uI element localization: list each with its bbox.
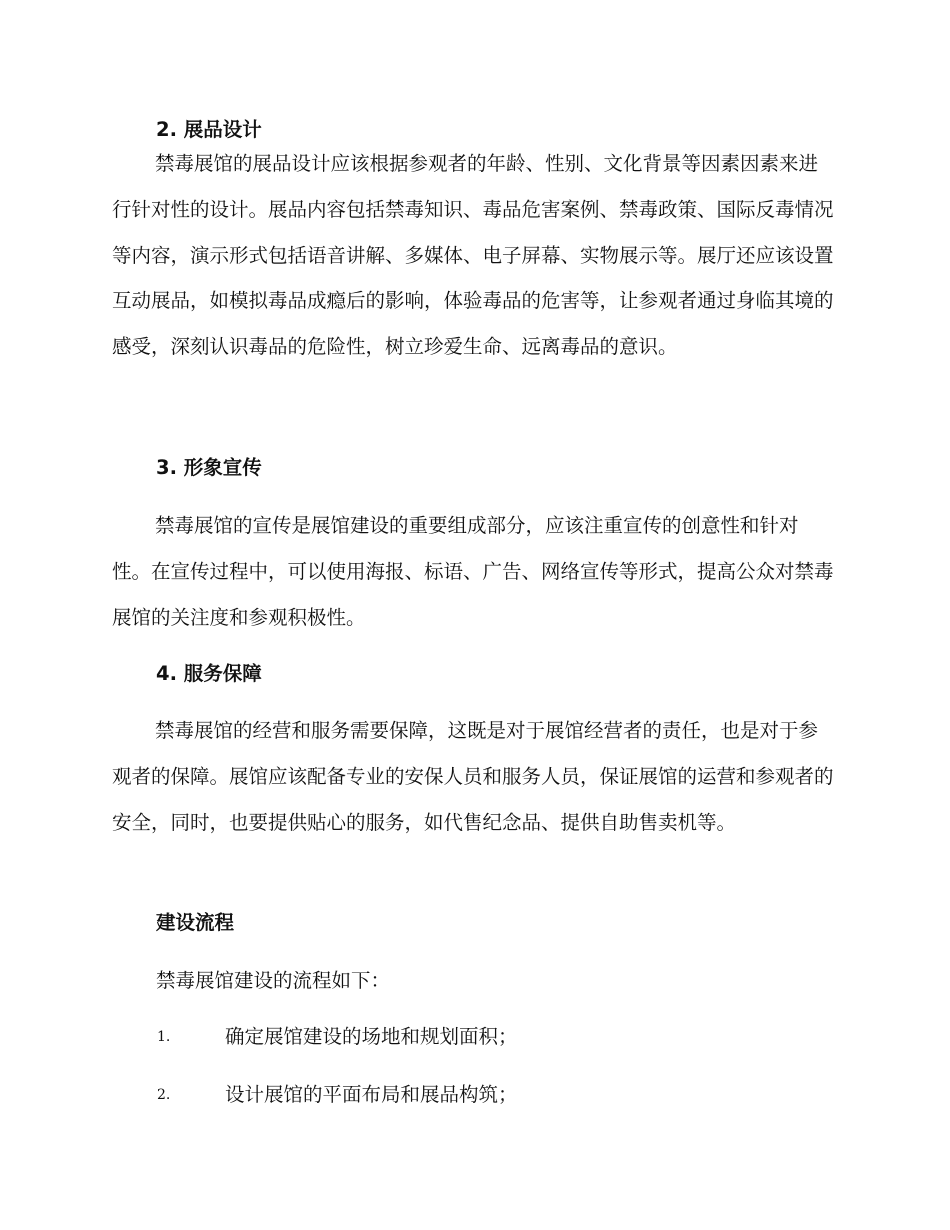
list-item-text: 设计展馆的平面布局和展品构筑；	[225, 1083, 518, 1106]
list-item-text: 确定展馆建设的场地和规划面积；	[225, 1025, 518, 1048]
list-item	[0, 1081, 950, 1111]
list-item	[0, 1023, 950, 1053]
section-heading-image-promotion: 3. 形象宣传	[156, 456, 262, 479]
section-heading-exhibit-design: 2. 展品设计	[156, 118, 262, 141]
process-heading: 建设流程	[156, 911, 235, 934]
section-paragraph-exhibit-design: 禁毒展馆的展品设计应该根据参观者的年龄、性别、文化背景等因素因素来进行针对性的设计。展品内容包括禁毒知识、毒品危害案例、禁毒政策、国际反毒情况等内容，演示形式包括语音讲解、多媒体、电子屏幕、实物展示等。展厅还应该设置互动展品，如模拟毒品成瘾后的影响，体验毒品的危害等，让参观者通过身临其境的感受，深刻认识毒品的危险性，树立珍爱生命、远离毒品的意识。	[112, 152, 834, 359]
section-paragraph-service-guarantee: 禁毒展馆的经营和服务需要保障，这既是对于展馆经营者的责任，也是对于参观者的保障。展馆应该配备专业的安保人员和服务人员，保证展馆的运营和参观者的安全，同时，也要提供贴心的服务，如代售纪念品、提供自助售卖机等。	[112, 719, 834, 834]
list-item-number: 2.	[157, 1087, 171, 1103]
section-heading-service-guarantee: 4. 服务保障	[156, 662, 262, 685]
process-intro: 禁毒展馆建设的流程如下：	[156, 969, 391, 992]
section-paragraph-image-promotion: 禁毒展馆的宣传是展馆建设的重要组成部分，应该注重宣传的创意性和针对性。在宣传过程中，可以使用海报、标语、广告、网络宣传等形式，提高公众对禁毒展馆的关注度和参观积极性。	[112, 514, 834, 629]
list-item-number: 1.	[157, 1029, 171, 1045]
